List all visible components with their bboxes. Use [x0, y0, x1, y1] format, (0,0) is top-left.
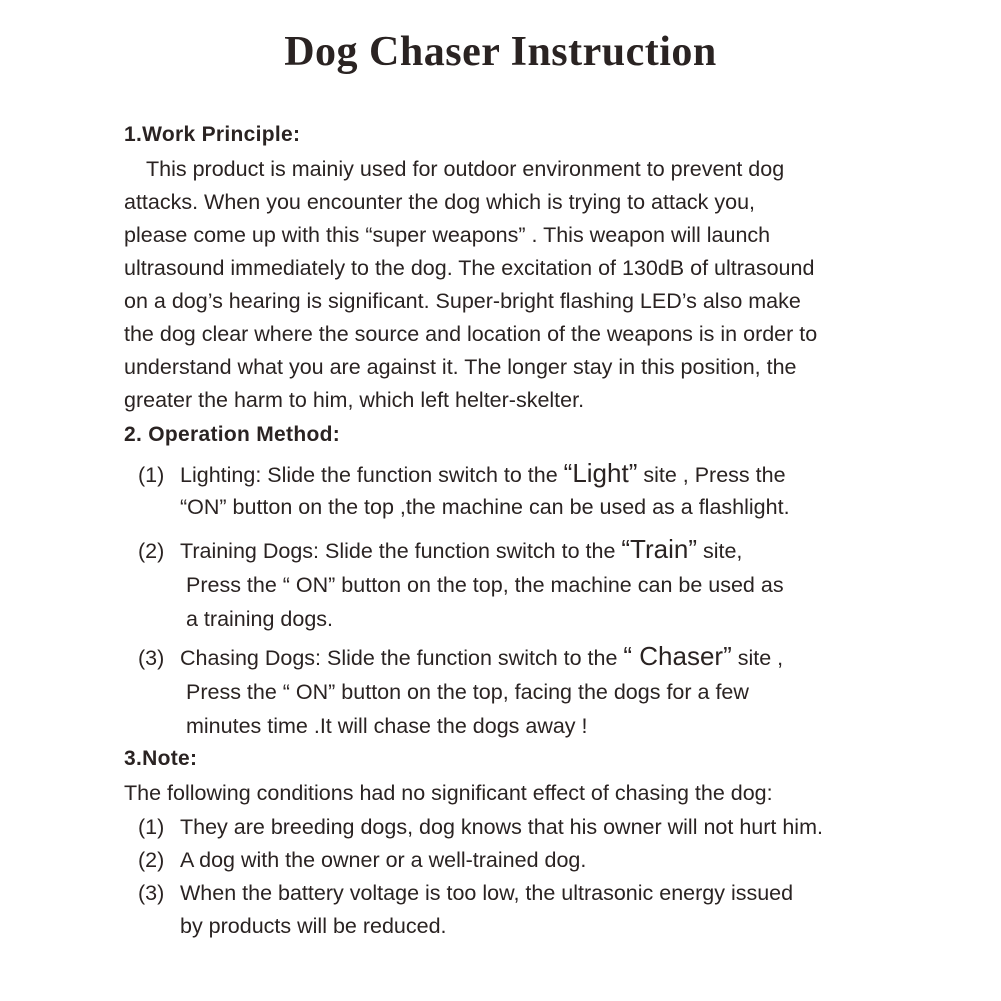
section-heading-note: 3.Note: — [124, 747, 198, 770]
item-continuation: “ON” button on the top ,the machine can be used as a flashlight. — [180, 495, 790, 519]
item-number: (2) — [138, 848, 165, 872]
item-number: (3) — [138, 881, 165, 905]
paragraph-line: please come up with this “super weapons” . This weapon will launch — [124, 223, 771, 247]
item-number: (1) — [138, 815, 165, 839]
item-continuation: Press the “ ON” button on the top, facing the dogs for a few — [186, 680, 749, 704]
operation-item-lighting — [138, 460, 786, 488]
operation-item-training — [138, 536, 742, 564]
operation-item-chasing — [138, 643, 783, 671]
note-item — [138, 814, 823, 840]
paragraph-line: greater the harm to him, which left helter-skelter. — [124, 388, 585, 412]
note-item — [138, 880, 793, 906]
item-text-tail: site , Press the — [637, 463, 786, 487]
section-heading-work-principle: 1.Work Principle: — [124, 123, 301, 146]
item-number: (1) — [138, 463, 165, 487]
page-title: Dog Chaser Instruction — [284, 29, 717, 75]
paragraph-line: attacks. When you encounter the dog which is trying to attack you, — [124, 190, 756, 214]
item-text: Training Dogs: Slide the function switch to the — [180, 539, 622, 563]
section-heading-operation-method: 2. Operation Method: — [124, 423, 340, 446]
paragraph-line: ultrasound immediately to the dog. The excitation of 130dB of ultrasound — [124, 256, 815, 280]
item-text: They are breeding dogs, dog knows that his owner will not hurt him. — [180, 815, 823, 839]
item-continuation: by products will be reduced. — [180, 914, 447, 938]
item-continuation: minutes time .It will chase the dogs away ! — [186, 714, 588, 738]
item-number: (2) — [138, 539, 165, 563]
mode-keyword-chaser: “ Chaser” — [623, 641, 732, 671]
note-intro: The following conditions had no significant effect of chasing the dog: — [124, 781, 773, 805]
item-number: (3) — [138, 646, 165, 670]
item-text: Chasing Dogs: Slide the function switch to the — [180, 646, 624, 670]
item-text-tail: site , — [731, 646, 784, 670]
item-continuation: a training dogs. — [186, 607, 334, 631]
paragraph-line: This product is mainiy used for outdoor environment to prevent dog — [146, 157, 785, 181]
item-continuation: Press the “ ON” button on the top, the machine can be used as — [186, 573, 784, 597]
item-text: A dog with the owner or a well-trained dog. — [180, 848, 587, 872]
item-text-tail: site, — [696, 539, 743, 563]
mode-keyword-light: “Light” — [563, 458, 638, 488]
mode-keyword-train: “Train” — [621, 534, 697, 564]
paragraph-line: the dog clear where the source and location of the weapons is in order to — [124, 322, 818, 346]
item-text: Lighting: Slide the function switch to the — [180, 463, 564, 487]
paragraph-line: understand what you are against it. The longer stay in this position, the — [124, 355, 797, 379]
item-text: When the battery voltage is too low, the ultrasonic energy issued — [180, 881, 794, 905]
paragraph-line: on a dog’s hearing is significant. Super-bright flashing LED’s also make — [124, 289, 801, 313]
note-item — [138, 847, 586, 873]
